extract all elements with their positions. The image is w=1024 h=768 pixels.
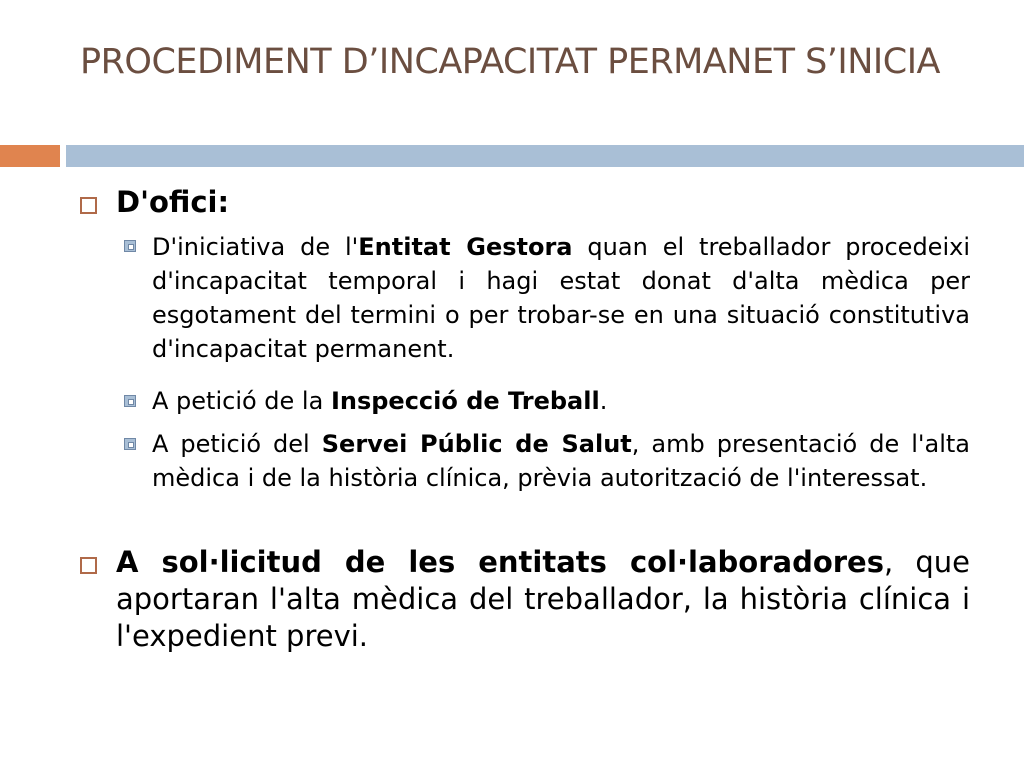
sub-bullet-icon [124, 395, 136, 407]
sub-bullet-text: A petició de la [152, 387, 331, 415]
bullet-sollicitud-bold: A sol·licitud de les entitats col·laboradores [116, 545, 884, 579]
slide-title: PROCEDIMENT D’INCAPACITAT PERMANET S’INICIA [80, 42, 940, 82]
sub-bullet-bold: Inspecció de Treball [330, 387, 600, 415]
sub-bullet-inspeccio [152, 384, 970, 418]
sub-bullet-servei-salut [152, 427, 970, 495]
sub-bullet-text: , amb presentació de l'alta mèdica i de la història clínica, prèvia autorització de l'interessat. [152, 430, 970, 492]
sub-bullet-text: . [599, 387, 608, 415]
sub-bullet-icon [124, 438, 136, 450]
sub-bullet-text: D'iniciativa de l' [152, 233, 359, 261]
sub-bullet-bold: Entitat Gestora [358, 233, 573, 261]
bullet-ofici-label: D'ofici: [116, 185, 230, 219]
sub-bullet-text: quan el treballador procedeixi d'incapacitat temporal i hagi estat donat d'alta mèdica per esgotament del termini o per trobar-se en una situació constitutiva d'incapacitat permanent. [152, 233, 970, 363]
bullet-square-icon [80, 557, 97, 574]
bullet-square-icon [80, 197, 97, 214]
sub-bullet-icon [124, 240, 136, 252]
bullet-ofici [116, 184, 970, 221]
sub-bullet-text: A petició del [152, 430, 322, 458]
sub-bullet-bold: Servei Públic de Salut [321, 430, 632, 458]
sub-bullet-entitat-gestora [152, 230, 970, 366]
bullet-sollicitud [116, 544, 970, 655]
bullet-sollicitud-text: , que aportaran l'alta mèdica del treballador, la història clínica i l'expedient previ. [116, 545, 970, 653]
